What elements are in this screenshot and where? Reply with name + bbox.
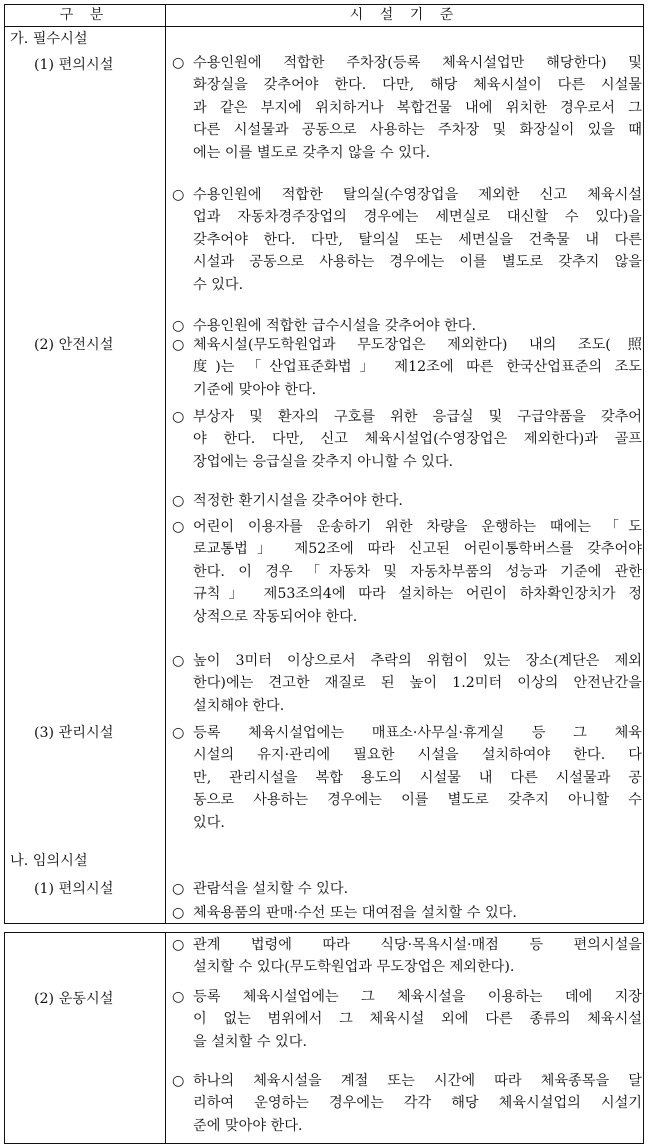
standard-item-text: [172, 184, 642, 296]
standard-item: [172, 1070, 642, 1137]
text-line: 하나의 체육시설을 계절 또는 시간에 따라 체육종목을 달: [193, 1073, 642, 1089]
text-line: 동으로 사용하는 경우에는 이를 별도로 갖추지 아니할 수: [193, 792, 642, 809]
bullet-circle: ○: [172, 937, 185, 953]
table-right-border: [643, 4, 644, 924]
text-line: 과 같은 부지에 위치하거나 복합건물 내에 위치한 경우로서 그: [193, 99, 642, 116]
text-line: 설치해야 한다.: [193, 697, 285, 714]
text-line: 관람석을 설치할 수 있다.: [193, 881, 349, 897]
bullet-circle: ○: [172, 1073, 185, 1089]
group-label-management: (3) 관리시설: [34, 725, 114, 741]
text-line: 로교통법」 제52조에 따라 신고된 어린이통학버스를 갖추어야: [193, 541, 642, 558]
text-line: 시설과 공동으로 사용하는 경우에는 이를 별도로 갖추지 않을: [193, 254, 642, 271]
standard-item: [172, 184, 642, 296]
text-line: 시설의 유지·관리에 필요한 시설을 설치하여야 한다. 다: [193, 747, 642, 764]
text-line: 에는 이를 별도로 갖추지 않을 수 있다.: [193, 144, 431, 161]
header-category: 구 분: [59, 7, 110, 23]
group-label-safety: (2) 안전시설: [34, 337, 114, 353]
standard-item: [172, 490, 642, 512]
standard-item-text: [172, 878, 642, 900]
header-standard: 시 설 기 준: [349, 7, 460, 23]
bullet-circle: ○: [172, 725, 185, 741]
header-divider: [4, 26, 644, 27]
text-line: 상적으로 작동되어야 한다.: [193, 608, 358, 625]
standard-item: [172, 52, 642, 164]
text-line: 장업에는 응급실을 갖추지 아니할 수 있다.: [193, 453, 454, 470]
text-line: 을 설치할 수 있다.: [193, 1033, 307, 1050]
bullet-circle: ○: [172, 989, 185, 1005]
standard-item-text: [172, 1070, 642, 1137]
table-top-border: [4, 932, 644, 933]
standard-item-text: [172, 902, 642, 924]
text-line: 체육용품의 판매·수선 또는 대여점을 설치할 수 있다.: [193, 905, 517, 921]
text-line: 화장실을 갖추어야 한다. 다만, 해당 체육시설이 다른 시설물: [193, 77, 642, 94]
standard-item-text: [172, 986, 642, 1053]
text-line: 설치할 수 있다(무도학원업과 무도장업은 제외한다).: [193, 959, 515, 976]
text-line: 있다.: [193, 814, 225, 831]
bullet-circle: ○: [172, 493, 185, 509]
text-line: 수용인원에 적합한 급수시설을 갖추어야 한다.: [193, 318, 476, 334]
text-line: 다른 시설물과 공동으로 사용하는 주차장 및 화장실이 있을 때: [193, 122, 642, 139]
text-line: 한다. 이 경우 「자동차 및 자동차부품의 성능과 기준에 관한: [193, 563, 642, 580]
standard-item: [172, 516, 642, 628]
text-line: 度)는 「산업표준화법」 제12조에 따른 한국산업표준의 조도: [193, 359, 642, 376]
standard-item-text: [172, 406, 642, 473]
text-line: 어린이 이용자를 운송하기 위한 차량을 운행하는 때에는 「도: [193, 519, 642, 535]
text-line: 한다)에는 견고한 재질로 된 높이 1.2미터 이상의 안전난간을: [193, 675, 642, 692]
text-line: 등록 체육시설업에는 매표소·사무실·휴게실 등 그 체육: [193, 725, 642, 741]
bullet-circle: ○: [172, 519, 185, 535]
column-divider: [165, 932, 166, 1144]
standard-item: [172, 934, 642, 979]
text-line: 기준에 맞아야 한다.: [193, 381, 317, 398]
bullet-circle: ○: [172, 653, 185, 669]
standard-item: [172, 334, 642, 401]
text-line: 수용인원에 적합한 탈의실(수영장업을 제외한 신고 체육시설: [193, 187, 642, 203]
table-right-border: [643, 932, 644, 1144]
section-title-required: 가. 필수시설: [10, 31, 88, 47]
table-bottom-border: [4, 1143, 644, 1144]
standard-item-text: [172, 516, 642, 628]
text-line: 적정한 환기시설을 갖추어야 한다.: [193, 493, 403, 509]
text-line: 수 있다.: [193, 276, 244, 293]
standard-item-text: [172, 934, 642, 979]
bullet-circle: ○: [172, 55, 185, 71]
text-line: 높이 3미터 이상으로서 추락의 위험이 있는 장소(계단은 제외: [193, 653, 642, 669]
text-line: 야 한다. 다만, 신고 체육시설업(수영장업은 제외한다)과 골프: [193, 431, 642, 448]
standard-item-text: [172, 334, 642, 401]
text-line: 이 없는 범위에서 그 체육시설 외에 다른 종류의 체육시설: [193, 1011, 642, 1028]
standard-item: [172, 406, 642, 473]
standard-item: [172, 722, 642, 834]
text-line: 갖추어야 한다. 다만, 탈의실 또는 세면실을 건축물 내 다른: [193, 231, 642, 248]
section-title-optional: 나. 임의시설: [10, 853, 88, 869]
bullet-circle: ○: [172, 881, 185, 897]
standard-item-text: [172, 650, 642, 717]
bullet-circle: ○: [172, 905, 185, 921]
bullet-circle: ○: [172, 409, 185, 425]
text-line: 업과 자동차경주장업의 경우에는 세면실로 대신할 수 있다)을: [193, 209, 642, 226]
text-line: 준에 맞아야 한다.: [193, 1117, 303, 1134]
standard-item-text: [172, 722, 642, 834]
group-label-exercise: (2) 운동시설: [34, 991, 114, 1007]
text-line: 관계 법령에 따라 식당·목욕시설·매점 등 편의시설을: [193, 937, 642, 953]
standard-item-text: [172, 490, 642, 512]
column-divider: [165, 4, 166, 924]
table-left-border: [4, 4, 5, 924]
bullet-circle: ○: [172, 337, 185, 353]
standard-item: [172, 650, 642, 717]
group-label-convenience: (1) 편의시설: [34, 57, 114, 73]
bullet-circle: ○: [172, 318, 185, 334]
text-line: 규칙」 제53조의4에 따라 설치하는 어린이 하차확인장치가 정: [193, 586, 642, 603]
text-line: 만, 관리시설을 복합 용도의 시설물 내 다른 시설물과 공: [193, 769, 642, 786]
standard-item: [172, 878, 642, 900]
facility-table-part2: [4, 932, 644, 1144]
text-line: 부상자 및 환자의 구호를 위한 응급실 및 구급약품을 갖추어: [193, 409, 642, 425]
text-line: 수용인원에 적합한 주차장(등록 체육시설업만 해당한다) 및: [193, 55, 642, 71]
standard-item: [172, 902, 642, 924]
standard-item-text: [172, 52, 642, 164]
group-label-optional-convenience: (1) 편의시설: [34, 881, 114, 897]
standard-item: [172, 986, 642, 1053]
text-line: 리하여 운영하는 경우에는 각각 해당 체육시설업의 시설기: [193, 1095, 642, 1112]
bullet-circle: ○: [172, 187, 185, 203]
text-line: 등록 체육시설업에는 그 체육시설을 이용하는 데에 지장: [193, 989, 642, 1005]
facility-table-part1: [4, 4, 644, 924]
table-left-border: [4, 932, 5, 1144]
text-line: 체육시설(무도학원업과 무도장업은 제외한다) 내의 조도(照: [193, 337, 642, 353]
